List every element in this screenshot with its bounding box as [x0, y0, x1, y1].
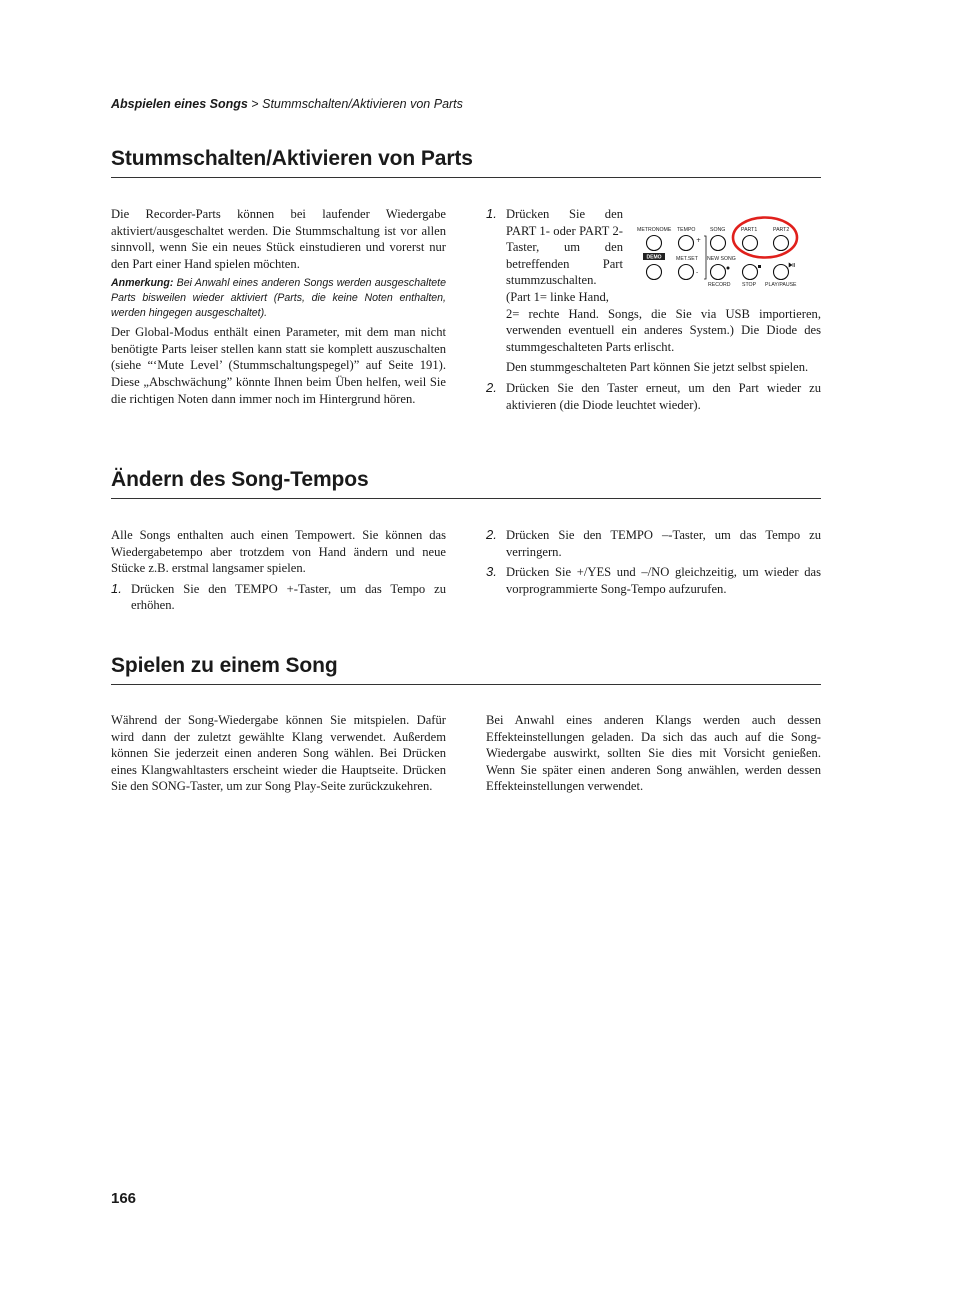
- new-song-label: NEW SONG: [707, 256, 736, 262]
- step-text: Drücken Sie +/YES und –/NO gleichzeitig, um wieder das vorprogrammierte Song-Tempo aufzurufen.: [506, 565, 821, 596]
- section-rule: [111, 177, 821, 178]
- play-pause-icon: [789, 263, 795, 267]
- record-label: RECORD: [708, 282, 731, 288]
- step-text: Drücken Sie den TEMPO –-Taster, um das Tempo zu verringern.: [506, 528, 821, 559]
- tempo-plus-button-icon: [679, 236, 694, 251]
- step-3: [486, 564, 821, 597]
- section-title-song-tempo: Ändern des Song-Tempos: [111, 468, 369, 491]
- section2-right-column: [486, 527, 821, 597]
- demo-button-icon: [647, 265, 662, 280]
- section1-left-column: [111, 206, 446, 407]
- part1-label: PART1: [741, 227, 758, 233]
- play-pause-label: PLAY/PAUSE: [765, 282, 797, 288]
- stop-label: STOP: [742, 282, 757, 288]
- step-number: 2.: [486, 527, 497, 542]
- stop-square-icon: [758, 265, 761, 268]
- section2-left-column: [111, 527, 446, 614]
- step-text: Drücken Sie den TEMPO +-Taster, um das Tempo zu erhöhen.: [131, 581, 446, 613]
- song-label: SONG: [710, 227, 726, 233]
- paragraph: Während der Song-Wiedergabe können Sie mitspielen. Dafür wird dann der zuletzt gewählte Klang verwendet. Außerdem können Sie jederzeit einen anderen Song wählen. Bei Drücken eines Klangwahltasters erscheint wieder die Hauptseite. Drücken Sie den SONG-Taster, um zur Song Play-Seite zurückzukehren.: [111, 713, 446, 794]
- section3-right-column: [486, 712, 821, 795]
- note-label: Anmerkung:: [111, 277, 174, 290]
- step-text-continued: 2= rechte Hand. Songs, die Sie via USB importieren, verwenden eventuell ein anderes System.) Die Diode des stummgeschalteten Parts erlischt.: [506, 306, 821, 354]
- breadcrumb-page: Stummschalten/Aktivieren von Parts: [262, 97, 463, 111]
- paragraph: Die Recorder-Parts können bei laufender Wiedergabe aktiviert/ausgeschaltet werden. Die Stummschaltung ist vor allen sinnvoll, wenn Sie ein neues Stück einstudieren und vorerst nur den Part einer Hand spielen möchten.: [111, 207, 446, 271]
- paragraph: Bei Anwahl eines anderen Klangs werden auch dessen Effekteinstellungen geladen. Da sich das auch auf die Song-Wiedergabe auswirkt, sollten Sie dies mit Vorsicht genießen. Wenn Sie später einen anderen Song anwählen, werden dessen Effekteinstellungen verwendet.: [486, 713, 821, 794]
- step-number: 2.: [486, 379, 497, 395]
- stop-button-icon: [743, 265, 758, 280]
- song-button-icon: [711, 236, 726, 251]
- section3-left-column: [111, 712, 446, 795]
- tempo-label: TEMPO: [677, 227, 696, 233]
- note-text: Bei Anwahl eines anderen Songs werden ausgeschaltete Parts bisweilen wieder aktiviert (Parts, die keine Noten enthalten, werden hingegen ausgeschaltet).: [111, 277, 446, 319]
- step-number: 1.: [111, 580, 122, 596]
- paragraph: Den stummgeschalteten Part können Sie jetzt selbst spielen.: [506, 360, 809, 375]
- section-rule: [111, 498, 821, 499]
- record-button-icon: [711, 265, 726, 280]
- tempo-minus-button-icon: [679, 265, 694, 280]
- part-buttons-highlight-circle: [733, 218, 797, 258]
- part2-label: PART2: [773, 227, 790, 233]
- paragraph: Der Global-Modus enthält einen Parameter, mit dem man nicht benötigte Parts leiser stellen kann statt sie komplett auszuschalten (siehe “‘Mute Level’ (Stummschaltungspegel)” auf Seite 191). Diese „Abschwächung” könnte Ihnen beim Üben helfen, weil Sie die richtigen Noten dann immer noch im Hintergrund hören.: [111, 325, 446, 406]
- step-1: [111, 581, 446, 614]
- plus-icon: +: [696, 237, 702, 244]
- paragraph: Alle Songs enthalten auch einen Tempowert. Sie können das Wiedergabetempo aber trotzdem von Hand ändern und neue Stücke z.B. erstmal langsamer spielen.: [111, 528, 446, 576]
- breadcrumb-separator: >: [251, 97, 259, 111]
- step-text: Drücken Sie den PART 1- oder PART 2-Taster, um den betreffenden Part stummzuschalten. (Part 1= linke Hand,: [506, 207, 623, 304]
- step-2: [486, 380, 821, 413]
- step-text: Drücken Sie den Taster erneut, um den Part wieder zu aktivieren (die Diode leuchtet wieder).: [506, 380, 821, 412]
- section-title-play-along: Spielen zu einem Song: [111, 654, 338, 677]
- page-number: 166: [111, 1190, 137, 1207]
- breadcrumb: [111, 97, 463, 111]
- play-pause-button-icon: [774, 265, 789, 280]
- part1-button-icon: [743, 236, 758, 251]
- note: [111, 276, 446, 320]
- record-dot-icon: [727, 267, 730, 270]
- minus-icon: -: [696, 269, 699, 276]
- step-number: 3.: [486, 564, 497, 580]
- section-title-mute-parts: Stummschalten/Aktivieren von Parts: [111, 147, 473, 170]
- control-panel-illustration: [634, 212, 804, 292]
- metset-label: MET.SET: [676, 256, 698, 262]
- part2-button-icon: [774, 236, 789, 251]
- section-rule: [111, 684, 821, 685]
- metronome-button-icon: [647, 236, 662, 251]
- breadcrumb-section: Abspielen eines Songs: [111, 97, 248, 111]
- step-2: [486, 527, 821, 560]
- metronome-label: METRONOME: [637, 227, 672, 233]
- step-number: 1.: [486, 206, 497, 221]
- demo-label: DEMO: [646, 254, 662, 261]
- bracket-line: [704, 236, 706, 279]
